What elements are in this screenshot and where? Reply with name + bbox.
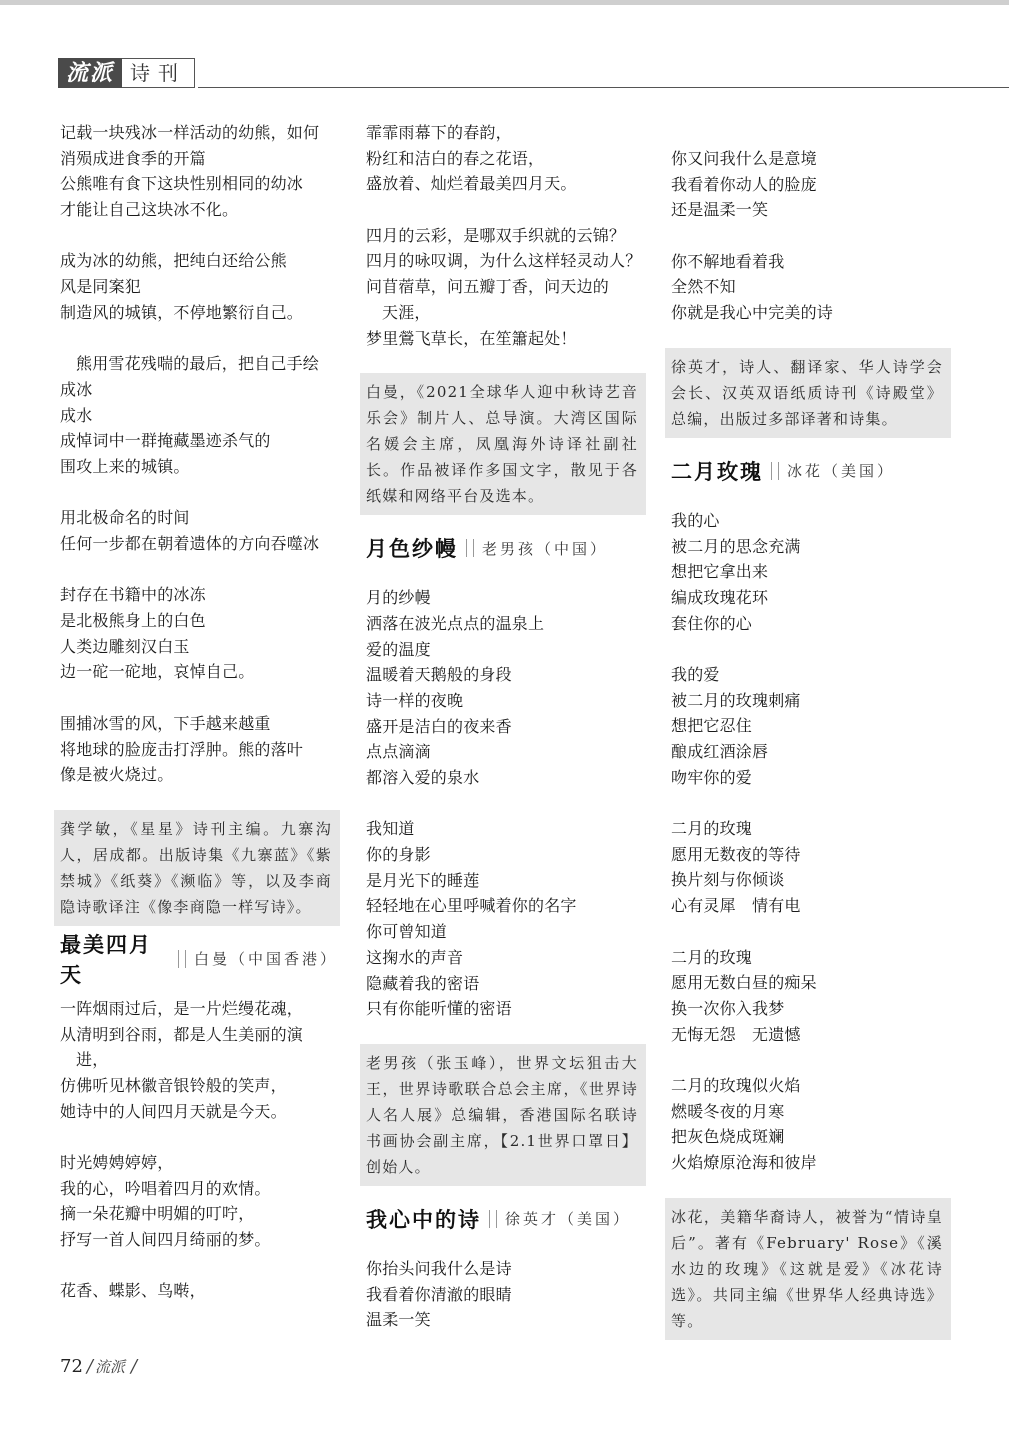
poem-line: 温柔一笑 [366, 1310, 431, 1330]
poem-line: 诗一样的夜晚 [366, 690, 464, 710]
poem-line: 我知道 [366, 819, 415, 839]
column-1 [60, 120, 338, 1304]
poem-heading [60, 931, 338, 987]
poem-author: 冰花（美国） [787, 462, 896, 481]
poem-line: 时光娉娉婷婷， [60, 1153, 174, 1172]
poem-author: 老男孩（中国） [482, 539, 609, 558]
poem-line: 愿用无数夜的等待 [671, 844, 801, 864]
poem-line: 记载一块残冰一样活动的幼熊，如何 [60, 123, 320, 142]
poem-line: 还是温柔一笑 [671, 200, 769, 220]
poem-line: 成冰 [60, 379, 93, 399]
stanza-gap [671, 919, 943, 945]
stanza-gap [366, 791, 638, 817]
poem-line: 我的心，吟唱着四月的欢情。 [60, 1178, 271, 1198]
poem-line: 将地球的脸庞击打浮肿。熊的落叶 [60, 739, 304, 759]
poem-line: 公熊唯有食下这块性别相同的幼冰 [60, 174, 304, 194]
poem-body [366, 1256, 638, 1333]
poem-title: 月色纱幔 [366, 536, 458, 562]
poem-line: 任何一步都在朝着遗体的方向吞噬冰 [60, 534, 320, 553]
poem-heading [366, 531, 638, 565]
poem-line: 盛开是洁白的夜来香 [366, 716, 512, 736]
poem-line: 你抬头问我什么是诗 [366, 1258, 512, 1278]
poem-line: 吻牢你的爱 [671, 767, 753, 787]
poem-line: 心有灵犀 情有电 [671, 896, 801, 916]
poem-line: 二月的玫瑰 [671, 819, 753, 839]
poem-line: 围攻上来的城镇。 [60, 456, 190, 476]
poem-heading [671, 454, 943, 488]
poem-line: 霏霏雨幕下的春韵， [366, 123, 512, 142]
poem-line: 从清明到谷雨，都是人生美丽的演 [60, 1024, 304, 1044]
poem-body [671, 508, 943, 1176]
poem-line: 问苜蓿草，问五瓣丁香，问天边的 [366, 277, 610, 297]
poem-line: 爱的温度 [366, 639, 431, 659]
poem-line: 一阵烟雨过后，是一片烂缦花魂， [60, 998, 304, 1018]
stanza-gap [60, 1124, 332, 1150]
poem-line: 全然不知 [671, 277, 736, 297]
poem-line: 愿用无数白昼的痴呆 [671, 973, 817, 993]
poem-body [671, 146, 943, 326]
poem-line: 燃暖冬夜的月寒 [671, 1101, 785, 1121]
title-separator [178, 950, 186, 968]
author-bio: 徐英才，诗人、翻译家、华人诗学会会长、汉英双语纸质诗刊《诗殿堂》总编，出版过多部译著和诗集。 [665, 348, 951, 438]
poem-line: 成为冰的幼熊，把纯白还给公熊 [60, 251, 287, 271]
poem-line: 进， [76, 1050, 109, 1070]
poem-line: 你又问我什么是意境 [671, 149, 817, 168]
poem-line: 二月的玫瑰似火焰 [671, 1075, 801, 1095]
column-3 [671, 146, 943, 1348]
top-border [0, 0, 1009, 5]
poem-line: 边一砣一砣地，哀悼自己。 [60, 662, 255, 682]
poem-line: 是北极熊身上的白色 [60, 611, 206, 631]
poem-line: 酿成红酒涂唇 [671, 742, 769, 761]
poem-line: 洒落在波光点点的温泉上 [366, 613, 545, 633]
title-separator [466, 539, 474, 557]
poem-line: 轻轻地在心里呼喊着你的名字 [366, 896, 577, 916]
poem-line: 四月的云彩，是哪双手织就的云锦？ [366, 225, 626, 245]
poem-body [366, 585, 638, 1022]
poem-line: 花香、蝶影、鸟啭， [60, 1281, 206, 1301]
poem-line: 人类边雕刻汉白玉 [60, 636, 190, 656]
poem-author: 白曼（中国香港） [193, 950, 338, 969]
column-2 [366, 120, 642, 1333]
poem-line: 只有你能听懂的密语 [366, 999, 512, 1019]
magazine-logo: 流派 [58, 58, 122, 88]
poem-line: 被二月的玫瑰刺痛 [671, 690, 801, 710]
poem-body [366, 120, 642, 351]
poem-line: 才能让自己这块冰不化。 [60, 200, 239, 220]
poem-line: 围捕冰雪的风，下手越来越重 [60, 713, 271, 733]
page-number: 72 [60, 1356, 83, 1377]
poem-line: 想把它拿出来 [671, 562, 769, 582]
poem-line: 隐藏着我的密语 [366, 973, 480, 993]
poem-line: 月的纱幔 [366, 588, 431, 608]
poem-line: 仿佛听见林徽音银铃般的笑声， [60, 1075, 287, 1095]
poem-line: 她诗中的人间四月天就是今天。 [60, 1101, 287, 1121]
title-separator [489, 1210, 497, 1228]
footer-magazine: 流派 [94, 1358, 125, 1376]
author-bio: 老男孩（张玉峰），世界文坛狙击大王，世界诗歌联合总会主席，《世界诗人名人展》总编辑，香港国际名联诗书画协会副主席，【2.1世界口罩日】创始人。 [360, 1044, 646, 1186]
stanza-gap [671, 790, 943, 816]
poem-line: 点点滴滴 [366, 742, 431, 762]
poem-heading [366, 1202, 638, 1236]
poem-line: 制造风的城镇，不停地繁衍自己。 [60, 302, 304, 322]
stanza-gap [671, 1047, 943, 1073]
poem-line: 摘一朵花瓣中明媚的叮咛， [60, 1204, 255, 1224]
poem-line: 成悼词中一群掩藏墨迹杀气的 [60, 431, 271, 451]
poem-line: 想把它忍住 [671, 716, 753, 736]
poem-line: 温暖着天鹅般的身段 [366, 665, 512, 685]
poem-line: 盛放着、灿烂着最美四月天。 [366, 174, 577, 194]
title-separator [771, 462, 779, 480]
author-bio: 白曼，《2021全球华人迎中秋诗艺音乐会》制片人、总导演。大湾区国际名媛会主席，凤凰海外诗译社副社长。作品被译作多国文字，散见于各纸媒和网络平台及选本。 [360, 373, 646, 515]
poem-line: 四月的咏叹调，为什么这样轻灵动人？ [366, 251, 642, 271]
poem-line: 被二月的思念充满 [671, 536, 801, 556]
poem-line: 像是被火烧过。 [60, 765, 174, 785]
stanza-gap [671, 636, 943, 662]
magazine-header [58, 58, 195, 88]
poem-line: 封存在书籍中的冰冻 [60, 585, 206, 605]
author-bio: 龚学敏，《星星》诗刊主编。九寨沟人，居成都。出版诗集《九寨蓝》《紫禁城》《纸葵》《濒临》等，以及李商隐诗歌译注《像李商隐一样写诗》。 [54, 810, 340, 926]
poem-title: 我心中的诗 [366, 1206, 481, 1232]
poem-line: 你就是我心中完美的诗 [671, 303, 834, 323]
stanza-gap [60, 685, 332, 711]
poem-line: 成水 [60, 405, 93, 425]
poem-line: 粉红和洁白的春之花语， [366, 148, 545, 168]
poem-line: 这掬水的声音 [366, 947, 464, 967]
poem-line: 二月的玫瑰 [671, 947, 753, 967]
stanza-gap [60, 326, 332, 352]
poem-line: 我的爱 [671, 664, 720, 684]
poem-line: 火焰燎原沧海和彼岸 [671, 1153, 817, 1172]
stanza-gap [60, 223, 332, 249]
poem-line: 把灰色烧成斑斓 [671, 1127, 785, 1147]
poem-line: 我看着你动人的脸庞 [671, 174, 817, 194]
stanza-gap [671, 223, 943, 249]
poem-line: 风是同案犯 [60, 277, 142, 297]
poem-line: 都溶入爱的泉水 [366, 768, 480, 787]
poem-line: 换片刻与你倾谈 [671, 870, 785, 890]
poem-line: 无悔无怨 无遗憾 [671, 1024, 801, 1044]
poem-line: 消殒成进食季的开篇 [60, 148, 206, 168]
poem-line: 你可曾知道 [366, 922, 448, 942]
poem-line: 是月光下的睡莲 [366, 870, 480, 890]
poem-line: 用北极命名的时间 [60, 508, 190, 528]
poem-line: 梦里鶯飞草长，在笙簫起处！ [366, 328, 577, 348]
stanza-gap [60, 1253, 332, 1279]
poem-line: 你不解地看着我 [671, 251, 785, 271]
footer-slash: / [86, 1356, 93, 1377]
section-title: 诗刊 [122, 58, 195, 88]
poem-line: 你的身影 [366, 845, 431, 865]
stanza-gap [60, 480, 332, 506]
poem-line: 我的心 [671, 510, 720, 530]
poem-body [60, 120, 332, 788]
poem-line: 编成玫瑰花环 [671, 587, 769, 607]
poem-line: 抒写一首人间四月绮丽的梦。 [60, 1230, 271, 1250]
page-footer [60, 1356, 137, 1377]
poem-title: 最美四月天 [60, 931, 152, 987]
stanza-gap [60, 557, 332, 583]
header-rule [198, 87, 1009, 88]
poem-line: 熊用雪花残喘的最后，把自己手绘 [76, 354, 320, 374]
stanza-gap [366, 197, 638, 223]
author-bio: 冰花，美籍华裔诗人，被誉为“情诗皇后”。著有《February' Rose》《溪水边的玫瑰》《这就是爱》《冰花诗选》。共同主编《世界华人经典诗选》等。 [665, 1198, 951, 1340]
poem-line: 换一次你入我梦 [671, 998, 785, 1018]
poem-body [60, 996, 332, 1304]
footer-slash: / [131, 1356, 138, 1377]
poem-title: 二月玫瑰 [671, 458, 763, 484]
poem-line: 天涯， [382, 302, 431, 322]
poem-author: 徐英才（美国） [505, 1210, 632, 1229]
poem-line: 我看着你清澈的眼睛 [366, 1284, 512, 1304]
poem-line: 套住你的心 [671, 613, 753, 633]
